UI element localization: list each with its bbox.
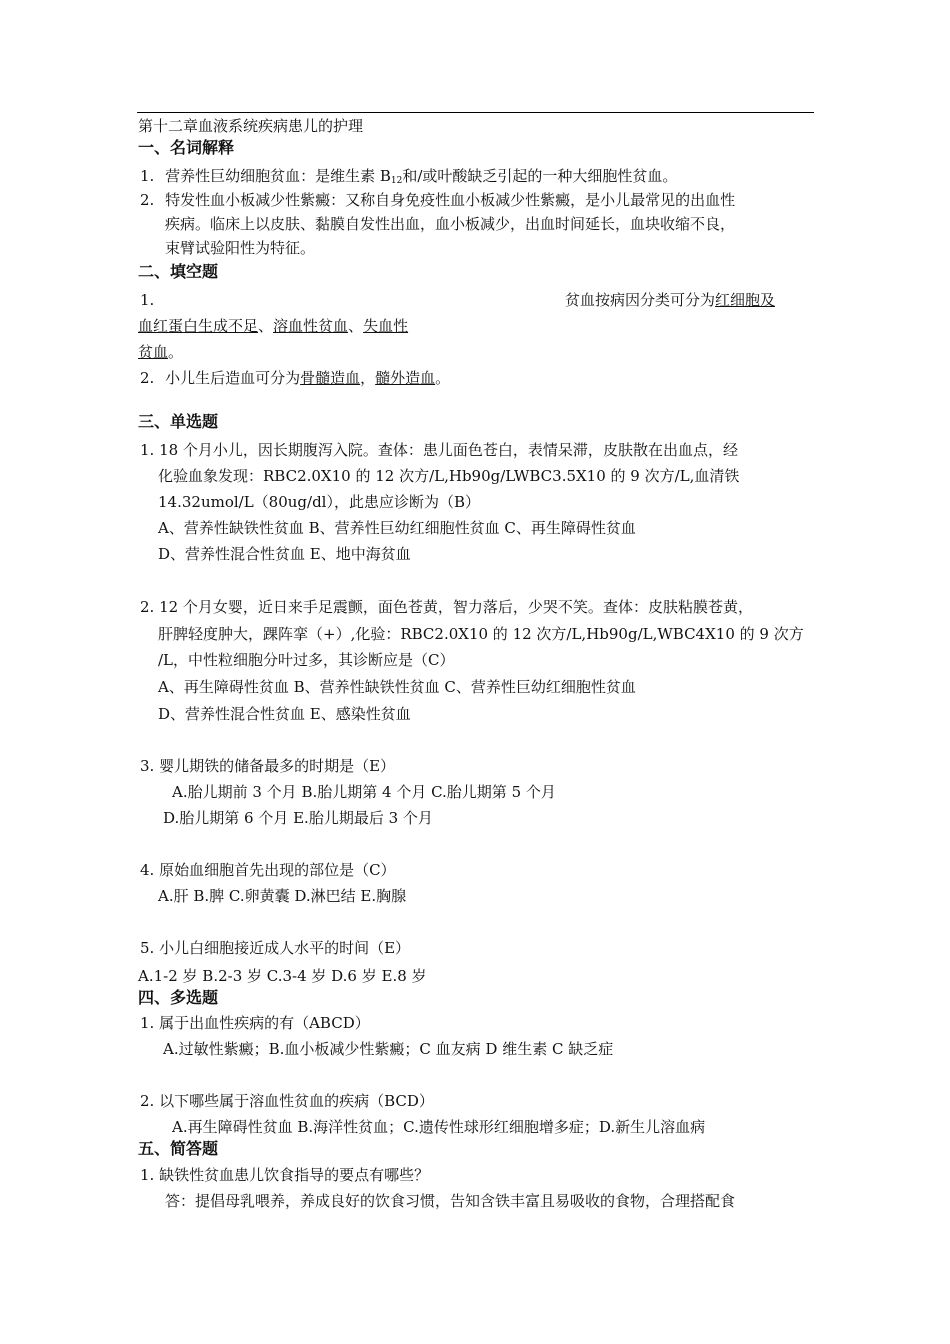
section-heading-short-answer: 五、简答题: [138, 1139, 219, 1158]
term-1-text: 营养性巨幼细胞贫血：是维生素 B: [165, 167, 391, 185]
sc-q2-options-1: A、再生障碍性贫血 B、营养性缺铁性贫血 C、营养性巨幼红细胞性贫血: [158, 678, 636, 696]
fill-2-answer-2: 髓外造血: [375, 369, 436, 387]
fill-1-answer-1b: 血红蛋白生成不足: [138, 317, 259, 335]
sc-q2-line-3: /L，中性粒细胞分叶过多，其诊断应是（C）: [158, 651, 455, 669]
mc-q2-options-1: A.再生障碍性贫血 B.海洋性贫血；C.遗传性球形红细胞增多症；D.新生儿溶血病: [172, 1118, 706, 1136]
fill-1-end: 。: [168, 343, 184, 361]
sc-q3-options-1: A.胎儿期前 3 个月 B.胎儿期第 4 个月 C.胎儿期第 5 个月: [172, 783, 556, 801]
fill-1-line-3: [138, 342, 183, 362]
fill-2-sep: ，: [360, 369, 376, 387]
fill-1-sep-1: 、: [258, 317, 274, 335]
fill-2-question: 小儿生后造血可分为: [165, 369, 301, 387]
term-2-line-3: 束臂试验阳性为特征。: [165, 239, 316, 257]
fill-1-line-2: [138, 316, 408, 336]
section-heading-fill-blank: 二、填空题: [138, 262, 219, 281]
sa-q1-answer-line-1: 答：提倡母乳喂养，养成良好的饮食习惯，告知含铁丰富且易吸收的食物，合理搭配食: [165, 1192, 736, 1210]
section-heading-multi-choice: 四、多选题: [138, 988, 219, 1007]
fill-1-line-1: [565, 290, 775, 310]
sc-q3-options-2: D.胎儿期第 6 个月 E.胎儿期最后 3 个月: [163, 809, 433, 827]
sc-q4-options-1: A.肝 B.脾 C.卵黄囊 D.淋巴结 E.胸腺: [158, 887, 407, 905]
term-2-line-1: 特发性血小板减少性紫癜：又称自身免疫性血小板减少性紫癜，是小儿最常见的出血性: [165, 191, 736, 209]
term-item-2: [140, 190, 735, 210]
sc-q5-options-1: A.1-2 岁 B.2-3 岁 C.3-4 岁 D.6 岁 E.8 岁: [138, 967, 427, 985]
term-2-number: 2.: [140, 191, 155, 209]
fill-1-answer-3a: 失血性: [363, 317, 409, 335]
sc-q1-line-2: 化验血象发现：RBC2.0X10 的 12 次方/L,Hb90g/LWBC3.5X10 的 9 次方/L,血清铁: [158, 467, 740, 485]
mc-q1-line-1: 1. 属于出血性疾病的有（ABCD）: [140, 1014, 370, 1032]
fill-2-answer-1: 骨髓造血: [300, 369, 361, 387]
sc-q1-options-2: D、营养性混合性贫血 E、地中海贫血: [158, 545, 411, 563]
section-heading-terms: 一、名词解释: [138, 138, 235, 157]
chapter-title: 第十二章血液系统疾病患儿的护理: [138, 117, 364, 135]
fill-1-number: 1.: [140, 291, 155, 309]
mc-q2-line-1: 2. 以下哪些属于溶血性贫血的疾病（BCD）: [140, 1092, 434, 1110]
sc-q2-line-2: 肝脾轻度肿大，踝阵挛（+）,化验：RBC2.0X10 的 12 次方/L,Hb90g/L,WBC4X10 的 9 次方: [158, 625, 804, 643]
fill-item-2: [140, 368, 450, 388]
fill-1-question: 贫血按病因分类可分为: [565, 291, 716, 309]
term-1-text-end: 和/或叶酸缺乏引起的一种大细胞性贫血。: [402, 167, 678, 185]
mc-q1-options-1: A.过敏性紫癜；B.血小板减少性紫癜；C 血友病 D 维生素 C 缺乏症: [163, 1040, 614, 1058]
fill-2-end: 。: [435, 369, 451, 387]
fill-1-answer-2: 溶血性贫血: [273, 317, 349, 335]
sc-q2-options-2: D、营养性混合性贫血 E、感染性贫血: [158, 705, 411, 723]
term-1-subscript: 12: [390, 176, 403, 186]
term-2-line-2: 疾病。临床上以皮肤、黏膜自发性出血，血小板减少，出血时间延长，血块收缩不良，: [165, 215, 736, 233]
fill-2-number: 2.: [140, 369, 155, 387]
fill-1-answer-3b: 贫血: [138, 343, 169, 361]
sa-q1-line-1: 1. 缺铁性贫血患儿饮食指导的要点有哪些？: [140, 1166, 430, 1184]
sc-q4-line-1: 4. 原始血细胞首先出现的部位是（C）: [140, 861, 396, 879]
section-heading-single-choice: 三、单选题: [138, 412, 219, 431]
term-item-1: [140, 166, 677, 191]
term-1-number: 1.: [140, 167, 155, 185]
sc-q1-options-1: A、营养性缺铁性贫血 B、营养性巨幼红细胞性贫血 C、再生障碍性贫血: [158, 519, 636, 537]
sc-q1-line-3: 14.32umol/L（80ug/dl），此患应诊断为（B）: [158, 493, 480, 511]
sc-q2-line-1: 2. 12 个月女婴，近日来手足震颤，面色苍黄，智力落后，少哭不笑。查体：皮肤粘膜苍黄，: [140, 598, 753, 616]
sc-q5-line-1: 5. 小儿白细胞接近成人水平的时间（E）: [140, 939, 411, 957]
sc-q3-line-1: 3. 婴儿期铁的储备最多的时期是（E）: [140, 757, 396, 775]
header-rule: [137, 112, 814, 113]
sc-q1-line-1: 1. 18 个月小儿，因长期腹泻入院。查体：患儿面色苍白，表情呆滞，皮肤散在出血点，经: [140, 441, 738, 459]
fill-1-answer-1a: 红细胞及: [715, 291, 776, 309]
fill-1-sep-2: 、: [348, 317, 364, 335]
